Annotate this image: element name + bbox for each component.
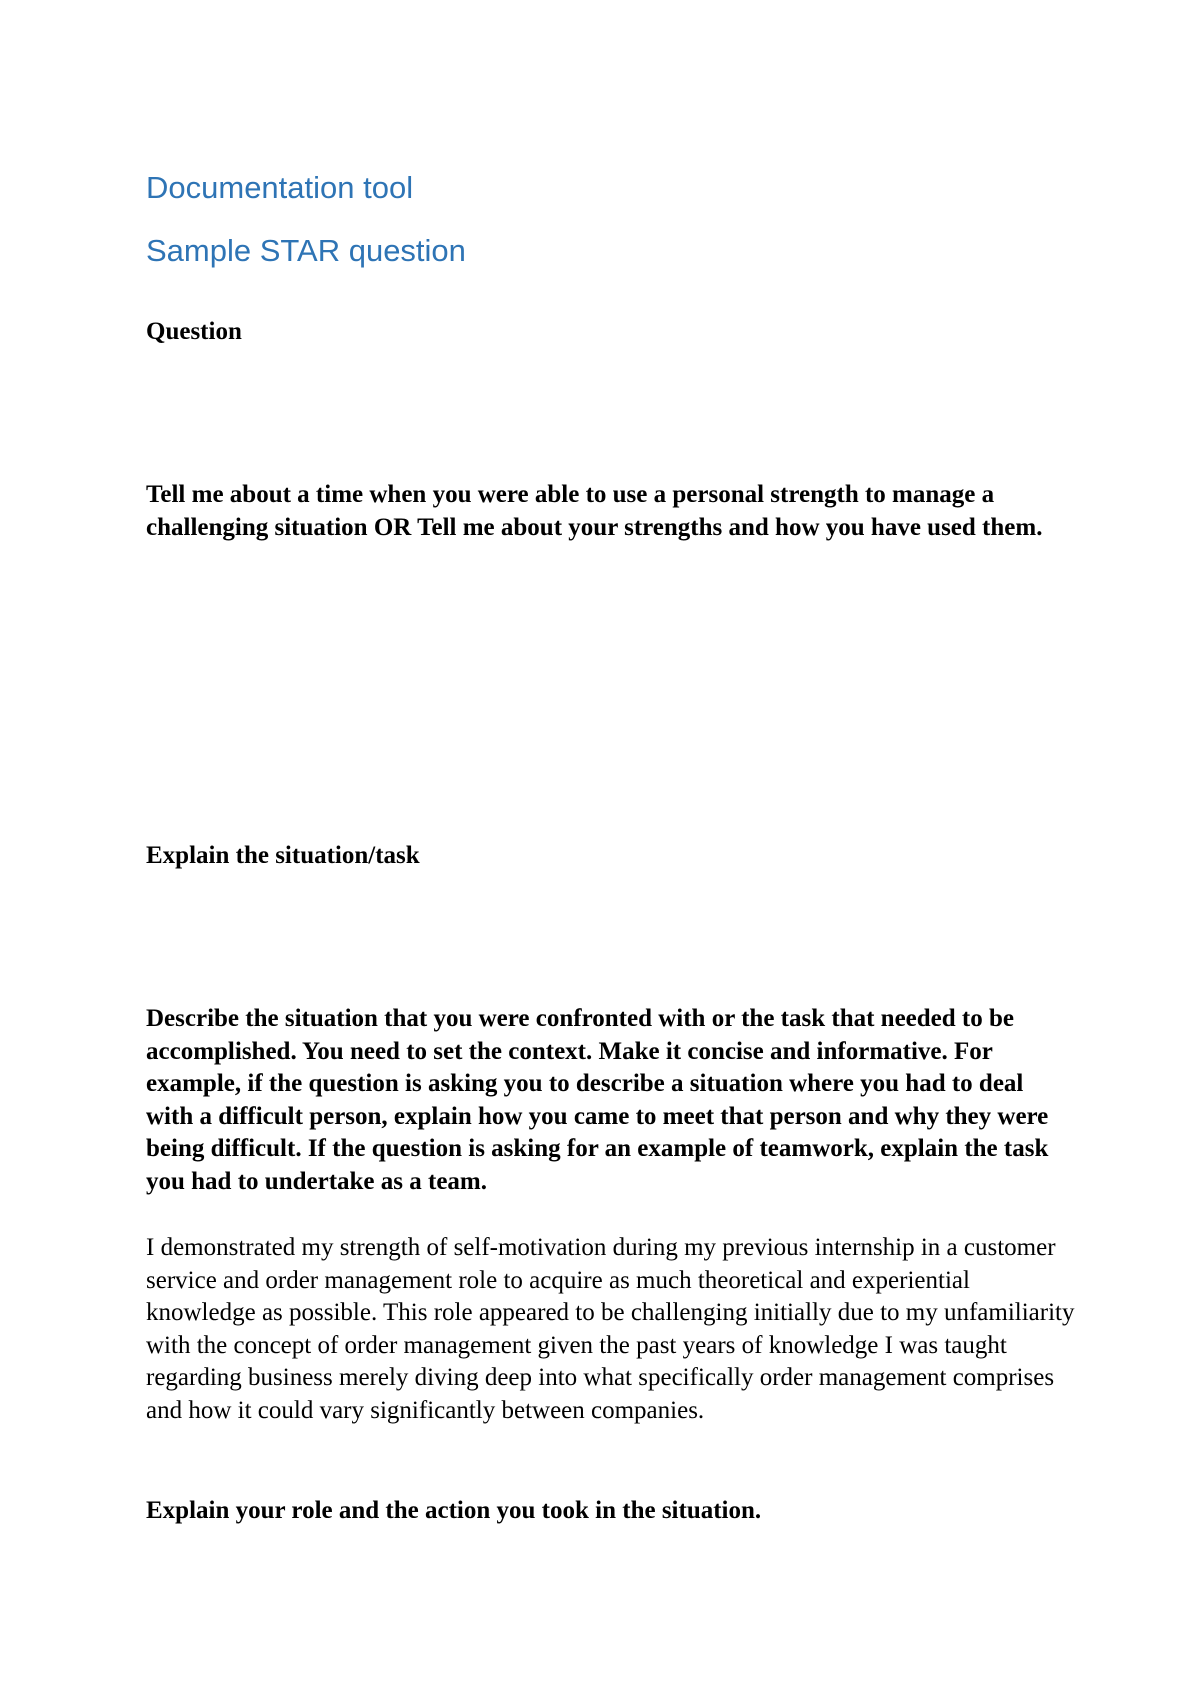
action-label: Explain your role and the action you took in the situation. (146, 1497, 762, 1524)
situation-answer: I demonstrated my strength of self-motivation during my previous internship in a customer service and order management role to acquire as much theoretical and experiential knowledge as possible. This role appeared to be challenging initially due to my unfamiliarity with the concept of order management given the past years of knowledge I was taught regarding business merely diving deep into what specifically order management comprises and how it could vary significantly between companies. (146, 1234, 1075, 1424)
document-subtitle: Sample STAR question (146, 233, 466, 268)
situation-label: Explain the situation/task (146, 842, 420, 869)
situation-instruction: Describe the situation that you were confronted with or the task that needed to be accomplished. You need to set the context. Make it concise and informative. For example, if the question is asking you to describe a situation where you had to deal with a difficult person, explain how you came to meet that person and why they were being difficult. If the question is asking for an example of teamwork, explain the task you had to undertake as a team. (146, 1005, 1049, 1195)
question-label: Question (146, 318, 242, 345)
question-text: Tell me about a time when you were able to use a personal strength to manage a challenging situation OR Tell me about your strengths and how you have used them. (146, 481, 1043, 541)
document-title: Documentation tool (146, 170, 414, 205)
